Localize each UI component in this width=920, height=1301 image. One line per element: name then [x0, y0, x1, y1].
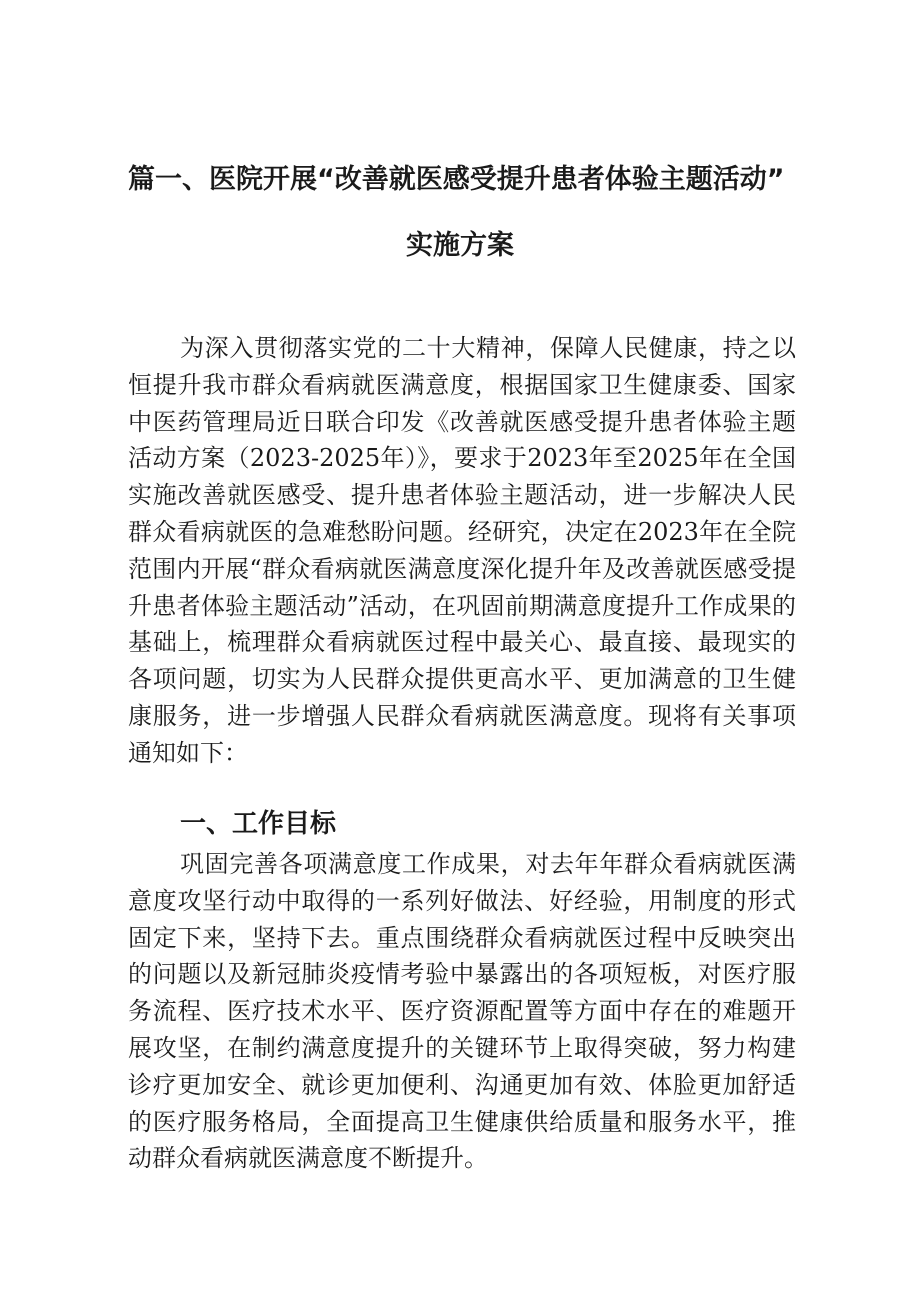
section-heading-work-goals: 一、工作目标: [180, 809, 337, 839]
intro-paragraph: 为深入贯彻落实党的二十大精神，保障人民健康，持之以恒提升我市群众看病就医满意度，根据国家卫生健康委、国家中医药管理局近日联合印发《改善就医感受提升患者体验主题活动方案（2023-2025年）》，要求于2023年至2025年在全国实施改善就医感受、提升患者体验主题活动，进一步解决人民群众看病就医的急难愁盼问题。经研究，决定在2023年在全院范围内开展“群众看病就医满意度深化提升年及改善就医感受提升患者体验主题活动”活动，在巩固前期满意度提升工作成果的基础上，梳理群众看病就医过程中最关心、最直接、最现实的各项问题，切实为人民群众提供更高水平、更加满意的卫生健康服务，进一步增强人民群众看病就医满意度。现将有关事项通知如下：: [128, 334, 796, 767]
document-title-line1: 篇一、医院开展“改善就医感受提升患者体验主题活动”: [128, 164, 785, 195]
document-title-line2: 实施方案: [406, 230, 514, 261]
work-goals-paragraph: 巩固完善各项满意度工作成果，对去年年群众看病就医满意度攻坚行动中取得的一系列好做法、好经验，用制度的形式固定下来，坚持下去。重点围绕群众看病就医过程中反映突出的问题以及新冠肺炎疫情考验中暴露出的各项短板，对医疗服务流程、医疗技术水平、医疗资源配置等方面中存在的难题开展攻坚，在制约满意度提升的关键环节上取得突破，努力构建诊疗更加安全、就诊更加便利、沟通更加有效、体脸更加舒适的医疗服务格局，全面提高卫生健康供给质量和服务水平，推动群众看病就医满意度不断提升。: [128, 850, 796, 1173]
